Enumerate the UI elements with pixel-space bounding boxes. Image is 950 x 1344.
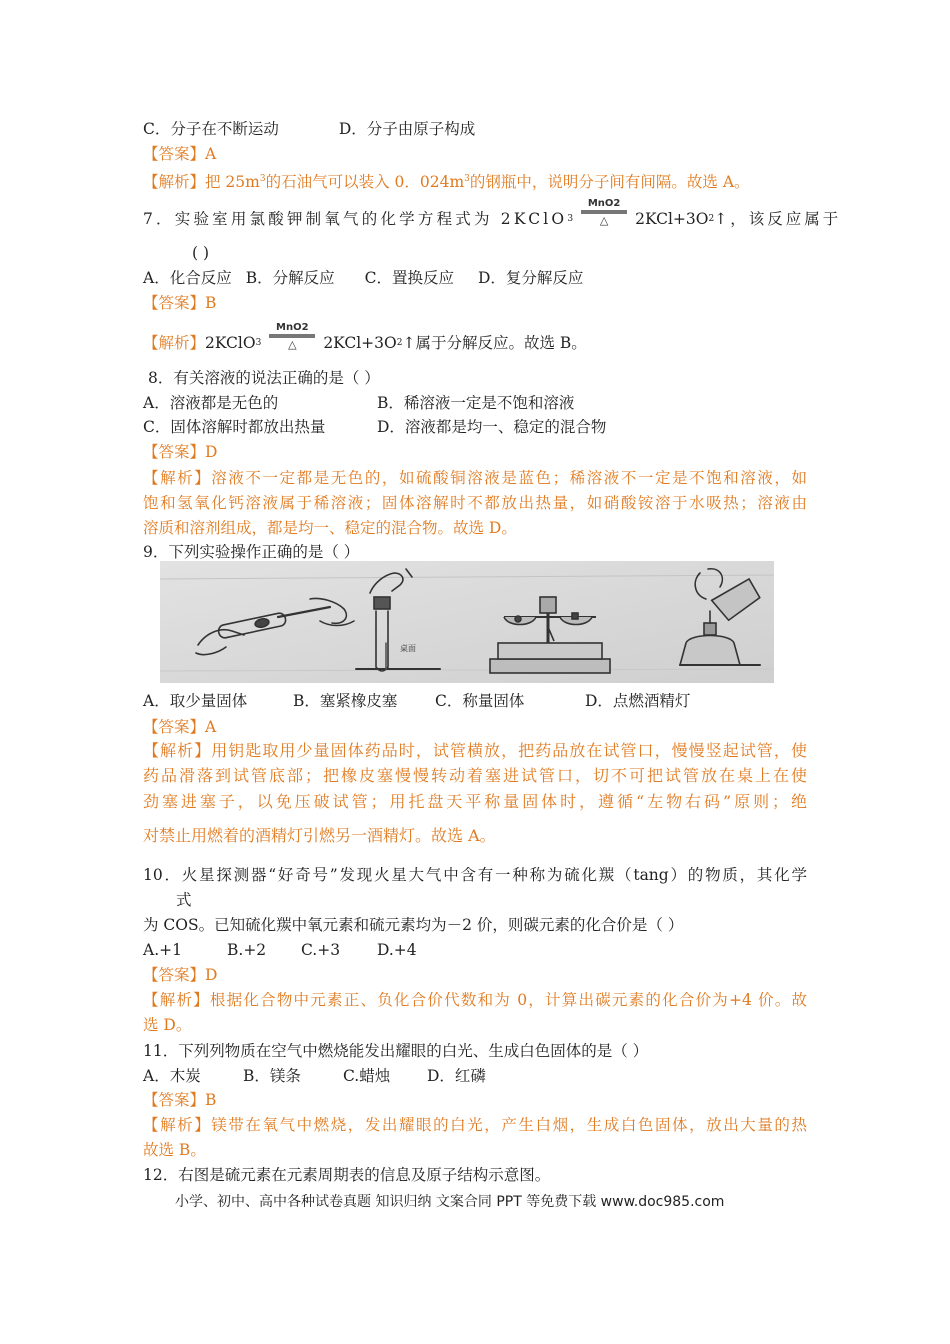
q8-analysis-line3: 溶质和溶剂组成，都是均一、稳定的混合物。故选 D。 [143, 519, 517, 537]
q11-analysis-line1: 【解析】镁带在氧气中燃烧，发出耀眼的白光，产生白烟，生成白色固体，放出大量的热 [143, 1116, 807, 1134]
q11-options [143, 1065, 486, 1087]
q10-option-a: A.+1 [143, 941, 182, 959]
reaction-condition: MnO2 △ [581, 199, 627, 226]
q7-option-c: C．置换反应 [364, 269, 454, 287]
q10-stem-line3: 为 COS。已知硫化羰中氧元素和硫元素均为－2 价，则碳元素的化合价是（ ） [143, 916, 684, 934]
q9-analysis-line2: 药品滑落到试管底部；把橡皮塞慢慢转动着塞进试管口，切不可把试管放在桌上在使 [143, 766, 807, 785]
q6-option-d: D．分子由原子构成 [338, 120, 476, 138]
q8-option-a: A．溶液都是无色的 [143, 394, 279, 412]
q7-option-b: B．分解反应 [245, 269, 335, 287]
q8-answer: 【答案】D [143, 443, 218, 461]
q9-option-b: B．塞紧橡皮塞 [293, 692, 398, 710]
q7-stem: 7．实验室用氯酸钾制氧气的化学方程式为 2KClO 3 MnO2 △ 2KCl+3O 2 ↑，该反应属于 [143, 198, 842, 228]
q10-answer: 【答案】D [143, 966, 218, 984]
q8-analysis-line2: 饱和氢氧化钙溶液属于稀溶液；固体溶解时不都放出热量，如硝酸铵溶于水吸热；溶液由 [143, 494, 807, 512]
q10-option-b: B.+2 [227, 941, 267, 959]
q11-stem: 11．下列列物质在空气中燃烧能发出耀眼的白光、生成白色固体的是（ ） [143, 1042, 649, 1060]
q9-option-a: A．取少量固体 [143, 692, 248, 710]
q9-option-c: C．称量固体 [435, 692, 525, 710]
q8-stem: 8．有关溶液的说法正确的是（ ） [148, 369, 380, 387]
q7-option-d: D．复分解反应 [477, 269, 584, 287]
q8-option-c: C．固体溶解时都放出热量 [143, 418, 326, 436]
q8-options-row1 [143, 392, 574, 414]
q9-answer: 【答案】A [143, 718, 217, 736]
q10-analysis-line2: 选 D。 [143, 1016, 192, 1034]
q10-options [143, 939, 417, 961]
q11-option-d: D．红磷 [427, 1067, 486, 1085]
q8-analysis-line1: 【解析】溶液不一定都是无色的，如硫酸铜溶液是蓝色；稀溶液不一定是不饱和溶液，如 [143, 469, 807, 487]
q10-analysis-line1: 【解析】根据化合物中元素正、负化合价代数和为 0，计算出碳元素的化合价为+4 价。故 [143, 991, 807, 1009]
q9-stem: 9．下列实验操作正确的是（ ） [143, 543, 360, 561]
page-footer: 小学、初中、高中各种试卷真题 知识归纳 文案合同 PPT 等免费下载 www.doc985.com [175, 1194, 725, 1210]
q10-stem-line1: 10．火星探测器“好奇号”发现火星大气中含有一种称为硫化羰（tang）的物质，其化学 [143, 866, 807, 884]
q9-option-d: D．点燃酒精灯 [585, 692, 691, 710]
q9-options [143, 690, 690, 712]
q9-analysis-line4: 对禁止用燃着的酒精灯引燃另一酒精灯。故选 A。 [143, 826, 496, 845]
q7-options [143, 267, 583, 289]
q7-option-a: A．化合反应 [143, 269, 232, 287]
figure-b-desk-label: 桌面 [400, 644, 416, 653]
q10-option-d: D.+4 [377, 941, 417, 959]
q9-analysis-line3: 劲塞进塞子，以免压破试管；用托盘天平称量固体时，遵循“左物右码”原则；绝 [143, 792, 807, 811]
q11-option-a: A．木炭 [143, 1067, 201, 1085]
q12-stem: 12．右图是硫元素在元素周期表的信息及原子结构示意图。 [143, 1166, 551, 1184]
q11-option-c: C.蜡烛 [343, 1067, 391, 1085]
q11-analysis-line2: 故选 B。 [143, 1141, 206, 1159]
q11-option-b: B．镁条 [243, 1067, 301, 1085]
reaction-condition-analysis: MnO2 △ [269, 323, 315, 350]
q6-options [143, 118, 475, 140]
q9-analysis-line1: 【解析】用钥匙取用少量固体药品时，试管横放，把药品放在试管口，慢慢竖起试管，使 [143, 741, 807, 760]
q8-option-d: D．溶液都是均一、稳定的混合物 [377, 418, 607, 436]
q7-paren: ( ) [192, 244, 210, 262]
q6-analysis: 【解析】把 $25m^3$的石油气可以装入 0．$024m^3$的钢瓶中，说明分子间有间隔。故选 A。 [143, 173, 750, 192]
q6-option-c: C．分子在不断运动 [143, 120, 279, 138]
q7-analysis: 【解析】 2KClO 3 MnO2 △ 2KCl+3O 2 ↑属于分解反应。故选 B。 [143, 322, 587, 352]
q8-options-row2 [143, 416, 606, 438]
q11-answer: 【答案】B [143, 1091, 217, 1109]
q10-option-c: C.+3 [301, 941, 341, 959]
experiment-operations-figure [160, 561, 774, 683]
q6-answer: 【答案】A [143, 145, 217, 163]
q8-option-b: B．稀溶液一定是不饱和溶液 [377, 394, 575, 412]
q7-answer: 【答案】B [143, 294, 217, 312]
q10-stem-line2: 式 [176, 891, 192, 909]
experiment-illustration [160, 561, 774, 683]
